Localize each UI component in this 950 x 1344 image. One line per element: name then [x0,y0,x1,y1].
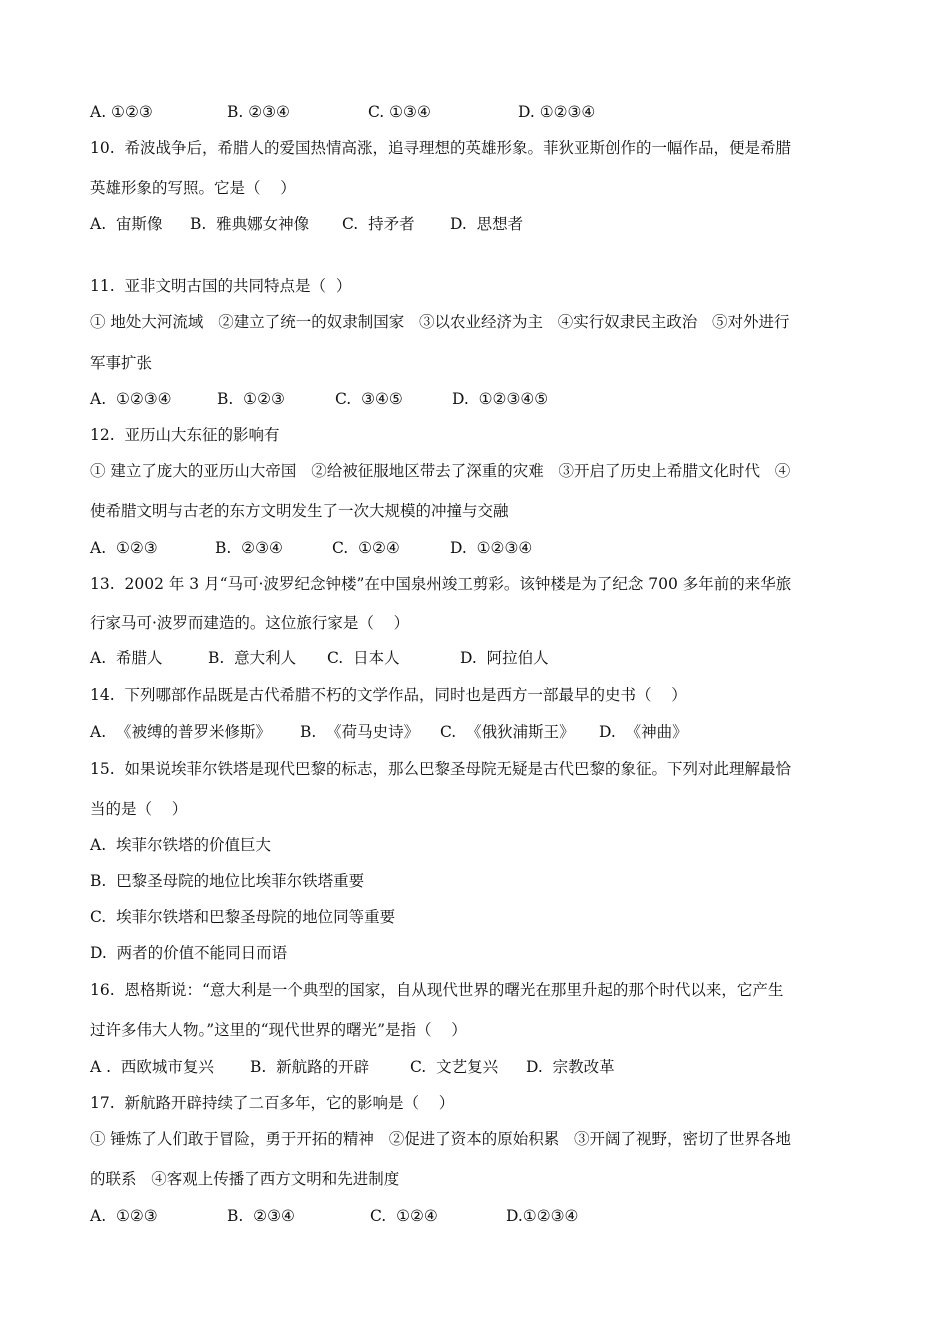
q9-option-c: C. ①③④ [368,103,431,121]
q11-items-line1: ① 地处大河流域 ②建立了统一的奴隶制国家 ③以农业经济为主 ④实行奴隶民主政治 ⑤对外进行 [90,313,790,331]
q11-stem: 11. 亚非文明古国的共同特点是（ ） [90,277,352,295]
q17-items-line1: ① 锤炼了人们敢于冒险，勇于开拓的精神 ②促进了资本的原始积累 ③开阔了视野，密切了世界各地 [90,1130,791,1148]
q17-items-line2: 的联系 ④客观上传播了西方文明和先进制度 [90,1170,400,1188]
q12-stem: 12. 亚历山大东征的影响有 [90,426,280,444]
q12-option-b: B. ②③④ [215,539,283,557]
q15-option-d: D. 两者的价值不能同日而语 [90,944,288,962]
q11-items-line2: 军事扩张 [90,354,153,372]
q10-stem-line2: 英雄形象的写照。它是（ ） [90,179,296,197]
q16-option-c: C. 文艺复兴 [410,1058,499,1076]
q13-stem-line1: 13. 2002 年 3 月“马可·波罗纪念钟楼”在中国泉州竣工剪彩。该钟楼是为了纪念 700 多年前的来华旅 [90,575,792,593]
q11-option-d: D. ①②③④⑤ [452,390,549,408]
q13-option-c: C. 日本人 [327,649,400,667]
q14-option-a: A. 《被缚的普罗米修斯》 [90,723,271,741]
q13-stem-line2: 行家马可·波罗而建造的。这位旅行家是（ ） [90,614,410,632]
q16-option-a: A . 西欧城市复兴 [90,1058,214,1076]
q14-option-c: C. 《俄狄浦斯王》 [440,723,575,741]
q11-option-c: C. ③④⑤ [335,390,403,408]
q12-items-line2: 使希腊文明与古老的东方文明发生了一次大规模的冲撞与交融 [90,502,509,520]
q15-stem-line1: 15. 如果说埃菲尔铁塔是现代巴黎的标志，那么巴黎圣母院无疑是古代巴黎的象征。下列对此理解最恰 [90,760,792,778]
q17-option-c: C. ①②④ [370,1207,438,1225]
q14-option-b: B. 《荷马史诗》 [300,723,420,741]
q17-option-d: D.①②③④ [506,1207,579,1225]
q15-option-a: A. 埃菲尔铁塔的价值巨大 [90,836,271,854]
q13-option-a: A. 希腊人 [90,649,163,667]
q15-option-b: B. 巴黎圣母院的地位比埃菲尔铁塔重要 [90,872,365,890]
q12-option-a: A. ①②③ [90,539,158,557]
q15-stem-line2: 当的是（ ） [90,800,188,818]
q12-items-line1: ① 建立了庞大的亚历山大帝国 ②给被征服地区带去了深重的灾难 ③开启了历史上希腊文化时代 ④ [90,462,791,480]
q17-option-b: B. ②③④ [227,1207,295,1225]
q13-option-d: D. 阿拉伯人 [460,649,549,667]
q12-option-c: C. ①②④ [332,539,400,557]
q9-option-a: A. ①②③ [90,103,153,121]
q14-option-d: D. 《神曲》 [599,723,688,741]
q12-option-d: D. ①②③④ [450,539,533,557]
q17-stem: 17. 新航路开辟持续了二百多年，它的影响是（ ） [90,1094,455,1112]
q16-option-b: B. 新航路的开辟 [250,1058,370,1076]
q11-option-a: A. ①②③④ [90,390,172,408]
q10-option-a: A. 宙斯像 [90,215,163,233]
q10-option-b: B. 雅典娜女神像 [190,215,310,233]
q11-option-b: B. ①②③ [217,390,285,408]
q14-stem: 14. 下列哪部作品既是古代希腊不朽的文学作品，同时也是西方一部最早的史书（ ） [90,686,687,704]
q10-option-d: D. 思想者 [450,215,524,233]
q17-option-a: A. ①②③ [90,1207,158,1225]
q16-option-d: D. 宗教改革 [526,1058,615,1076]
q15-option-c: C. 埃菲尔铁塔和巴黎圣母院的地位同等重要 [90,908,396,926]
q10-option-c: C. 持矛者 [342,215,415,233]
q9-option-b: B. ②③④ [227,103,290,121]
q10-stem-line1: 10. 希波战争后，希腊人的爱国热情高涨，追寻理想的英雄形象。菲狄亚斯创作的一幅作品，便是希腊 [90,139,792,157]
q13-option-b: B. 意大利人 [208,649,297,667]
q16-stem-line1: 16. 恩格斯说：“意大利是一个典型的国家，自从现代世界的曙光在那里升起的那个时代以来，它产生 [90,981,784,999]
q9-option-d: D. ①②③④ [518,103,596,121]
q16-stem-line2: 过许多伟大人物。”这里的“现代世界的曙光”是指（ ） [90,1021,467,1039]
q17-options [90,1206,579,1306]
